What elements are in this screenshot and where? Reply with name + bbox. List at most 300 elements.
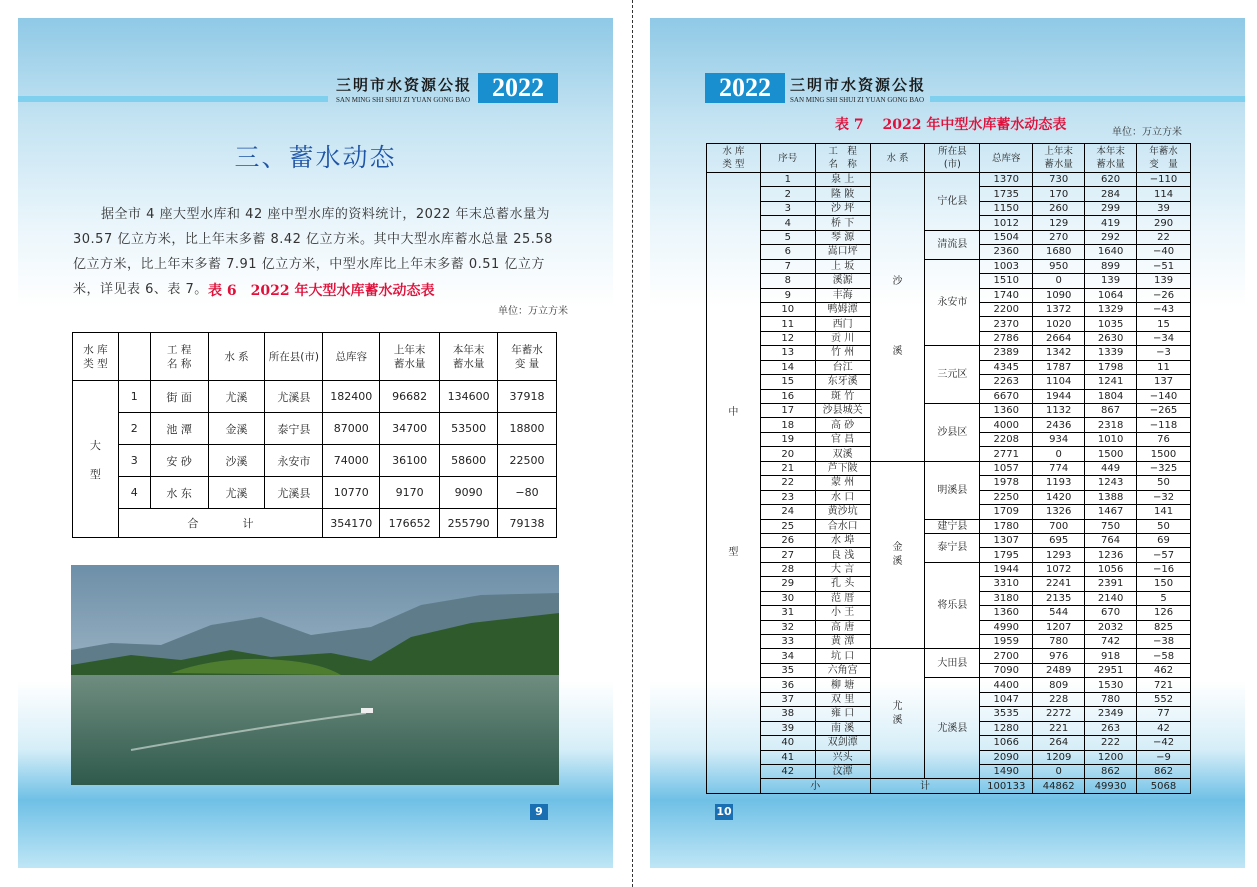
table-cell: 1640 (1085, 245, 1137, 259)
table-row (707, 649, 1191, 663)
table-cell: −40 (1137, 245, 1191, 259)
table-row (73, 413, 557, 445)
table-cell: 825 (1137, 620, 1191, 634)
table-cell: 170 (1033, 187, 1085, 201)
name-cell: 范 厝 (815, 591, 870, 605)
table-cell: 1339 (1085, 346, 1137, 360)
table-cell: 1740 (980, 288, 1033, 302)
table-cell: 2630 (1085, 331, 1137, 345)
county-cell: 尤溪县 (925, 678, 980, 779)
total-cell: 79138 (498, 509, 557, 538)
table-cell: 862 (1137, 764, 1191, 778)
table-row (707, 562, 1191, 576)
table-cell: 1680 (1033, 245, 1085, 259)
seq-cell: 1 (760, 173, 815, 187)
table-cell: 141 (1137, 505, 1191, 519)
seq-cell: 6 (760, 245, 815, 259)
seq-cell: 37 (760, 692, 815, 706)
seq-cell: 10 (760, 302, 815, 316)
column-header: 总库容 (980, 144, 1033, 173)
table-cell: 1978 (980, 476, 1033, 490)
seq-cell: 14 (760, 360, 815, 374)
table-cell: −9 (1137, 750, 1191, 764)
name-cell: 琴 源 (815, 230, 870, 244)
name-cell: 水 埠 (815, 533, 870, 547)
table-cell: 1735 (980, 187, 1033, 201)
table-cell: 1959 (980, 635, 1033, 649)
table7-caption: 表 7 2022 年中型水库蓄水动态表 (835, 117, 1067, 133)
table-row (707, 461, 1191, 475)
table-cell: 1280 (980, 721, 1033, 735)
table-cell: 449 (1085, 461, 1137, 475)
table-cell: 3 (118, 445, 150, 477)
column-header: 水 库 类 型 (73, 333, 119, 381)
column-header: 本年末 蓄水量 (1085, 144, 1137, 173)
table-cell: 53500 (440, 413, 498, 445)
table-cell: 1293 (1033, 548, 1085, 562)
table-cell: 134600 (440, 381, 498, 413)
seq-cell: 40 (760, 736, 815, 750)
table-cell: −58 (1137, 649, 1191, 663)
table-cell: 5 (1137, 591, 1191, 605)
header-bar (930, 96, 1245, 102)
table-cell: 2135 (1033, 591, 1085, 605)
table-cell: −265 (1137, 404, 1191, 418)
seq-cell: 4 (760, 216, 815, 230)
table-cell: 264 (1033, 736, 1085, 750)
name-cell: 黄沙坑 (815, 505, 870, 519)
table-cell: 2208 (980, 432, 1033, 446)
table-cell: 39 (1137, 201, 1191, 215)
table-cell: 水 东 (150, 477, 208, 509)
table-row (707, 259, 1191, 273)
name-cell: 嵩口坪 (815, 245, 870, 259)
seq-cell: 24 (760, 505, 815, 519)
seq-cell: 22 (760, 476, 815, 490)
table-cell: 918 (1085, 649, 1137, 663)
total-cell: 255790 (440, 509, 498, 538)
seq-cell: 2 (760, 187, 815, 201)
table-cell: 1035 (1085, 317, 1137, 331)
table-cell: 2370 (980, 317, 1033, 331)
table6 (72, 332, 557, 538)
table-cell: 270 (1033, 230, 1085, 244)
table-cell: 139 (1085, 274, 1137, 288)
table-cell: 2 (118, 413, 150, 445)
seq-cell: 39 (760, 721, 815, 735)
table-cell: 96682 (380, 381, 440, 413)
table-cell: 862 (1085, 764, 1137, 778)
page-number: 10 (716, 805, 732, 818)
name-cell: 蒙 州 (815, 476, 870, 490)
table-row (707, 533, 1191, 547)
name-cell: 孔 头 (815, 577, 870, 591)
column-header: 工 程 名 称 (150, 333, 208, 381)
table-cell: −32 (1137, 490, 1191, 504)
table-cell: 1243 (1085, 476, 1137, 490)
table-cell: 260 (1033, 201, 1085, 215)
seq-cell: 16 (760, 389, 815, 403)
table-cell: 2436 (1033, 418, 1085, 432)
table-cell: 1057 (980, 461, 1033, 475)
table-cell: 1326 (1033, 505, 1085, 519)
table-cell: 9170 (380, 477, 440, 509)
table-cell: 3310 (980, 577, 1033, 591)
name-cell: 台江 (815, 360, 870, 374)
table-cell: 安 砂 (150, 445, 208, 477)
table-cell: 1209 (1033, 750, 1085, 764)
seq-cell: 11 (760, 317, 815, 331)
table-cell: −16 (1137, 562, 1191, 576)
table-cell: 1500 (1085, 447, 1137, 461)
seq-cell: 34 (760, 649, 815, 663)
table-cell: 222 (1085, 736, 1137, 750)
table-cell: −140 (1137, 389, 1191, 403)
table-cell: 1329 (1085, 302, 1137, 316)
table-cell: 1010 (1085, 432, 1137, 446)
table-cell: 4345 (980, 360, 1033, 374)
table-cell: 1370 (980, 173, 1033, 187)
name-cell: 丰海 (815, 288, 870, 302)
table-cell: 1064 (1085, 288, 1137, 302)
table-cell: 1104 (1033, 375, 1085, 389)
column-header: 水 系 (870, 144, 925, 173)
table-cell: 22500 (498, 445, 557, 477)
name-cell: 竹 州 (815, 346, 870, 360)
table-cell: 695 (1033, 533, 1085, 547)
total-label: 合 计 (118, 509, 322, 538)
name-cell: 雍 口 (815, 707, 870, 721)
table-cell: 2786 (980, 331, 1033, 345)
table-cell: 泰宁县 (265, 413, 323, 445)
table-cell: 1150 (980, 201, 1033, 215)
table-cell: 867 (1085, 404, 1137, 418)
name-cell: 沙县城关 (815, 404, 870, 418)
total-row (73, 509, 557, 538)
table-cell: 3180 (980, 591, 1033, 605)
table-cell: 1307 (980, 533, 1033, 547)
table-cell: 1500 (1137, 447, 1191, 461)
table-cell: 1132 (1033, 404, 1085, 418)
table-cell: 尤溪县 (265, 381, 323, 413)
name-cell: 东牙溪 (815, 375, 870, 389)
table-cell: 1510 (980, 274, 1033, 288)
subtotal-label: 小 (760, 779, 870, 793)
table-cell: 1207 (1033, 620, 1085, 634)
seq-cell: 36 (760, 678, 815, 692)
county-cell: 沙县区 (925, 404, 980, 462)
column-header: 年蓄水 变 量 (1137, 144, 1191, 173)
name-cell: 贡 川 (815, 331, 870, 345)
table-cell: 2140 (1085, 591, 1137, 605)
table-cell: 2489 (1033, 663, 1085, 677)
seq-cell: 23 (760, 490, 815, 504)
column-header: 上年末 蓄水量 (380, 333, 440, 381)
table-cell: 11 (1137, 360, 1191, 374)
table-cell: 10770 (323, 477, 380, 509)
table-cell: 1787 (1033, 360, 1085, 374)
table-cell: 1342 (1033, 346, 1085, 360)
seq-cell: 25 (760, 519, 815, 533)
table-cell: 0 (1033, 447, 1085, 461)
seq-cell: 9 (760, 288, 815, 302)
table-cell: 2349 (1085, 707, 1137, 721)
water-system-cell: 沙 溪 (870, 173, 925, 462)
table-cell: 2951 (1085, 663, 1137, 677)
name-cell: 沙 坪 (815, 201, 870, 215)
table-cell: −3 (1137, 346, 1191, 360)
seq-cell: 29 (760, 577, 815, 591)
table-cell: 18800 (498, 413, 557, 445)
table-cell: 290 (1137, 216, 1191, 230)
table-cell: 1360 (980, 404, 1033, 418)
table-cell: 419 (1085, 216, 1137, 230)
table-cell: 77 (1137, 707, 1191, 721)
seq-cell: 21 (760, 461, 815, 475)
table-cell: 1944 (980, 562, 1033, 576)
table-row (707, 346, 1191, 360)
table-cell: 0 (1033, 764, 1085, 778)
table-cell: 950 (1033, 259, 1085, 273)
table-cell: 76 (1137, 432, 1191, 446)
header-title: 三明市水资源公报 (336, 76, 473, 94)
table-cell: 299 (1085, 201, 1137, 215)
table-cell: 1047 (980, 692, 1033, 706)
page-10 (650, 18, 1245, 868)
seq-cell: 12 (760, 331, 815, 345)
column-header: 本年末 蓄水量 (440, 333, 498, 381)
county-cell: 永安市 (925, 259, 980, 346)
table-cell: 87000 (323, 413, 380, 445)
table-cell: 721 (1137, 678, 1191, 692)
seq-cell: 17 (760, 404, 815, 418)
table6-caption: 表 6 2022 年大型水库蓄水动态表 (208, 283, 435, 299)
table-cell: 1236 (1085, 548, 1137, 562)
column-header: 序号 (760, 144, 815, 173)
table-cell: 2700 (980, 649, 1033, 663)
table-cell: 976 (1033, 649, 1085, 663)
seq-cell: 20 (760, 447, 815, 461)
table-cell: 1372 (1033, 302, 1085, 316)
table-cell: 899 (1085, 259, 1137, 273)
table-cell: 1090 (1033, 288, 1085, 302)
seq-cell: 41 (760, 750, 815, 764)
column-header (118, 333, 150, 381)
table-cell: 221 (1033, 721, 1085, 735)
type-cell: 大 型 (73, 381, 119, 538)
table-cell: 1056 (1085, 562, 1137, 576)
table-cell: 1467 (1085, 505, 1137, 519)
table-cell: 4400 (980, 678, 1033, 692)
table-cell: 1066 (980, 736, 1033, 750)
reservoir-photo (71, 565, 559, 785)
table-cell: 1072 (1033, 562, 1085, 576)
table-cell: 284 (1085, 187, 1137, 201)
table-row (73, 477, 557, 509)
name-cell: 六角宫 (815, 663, 870, 677)
table-cell: 780 (1033, 635, 1085, 649)
header-subtitle: SAN MING SHI SHUI ZI YUAN GONG BAO (336, 96, 471, 104)
table-cell: −43 (1137, 302, 1191, 316)
table-cell: 809 (1033, 678, 1085, 692)
year-logo: 2022 (478, 73, 558, 103)
table-cell: 1798 (1085, 360, 1137, 374)
table-cell: 2391 (1085, 577, 1137, 591)
name-cell: 高 唐 (815, 620, 870, 634)
table-cell: 750 (1085, 519, 1137, 533)
seq-cell: 5 (760, 230, 815, 244)
column-header: 年蓄水 变 量 (498, 333, 557, 381)
table-cell: 50 (1137, 519, 1191, 533)
water-system-cell: 金 溪 (870, 461, 925, 649)
table-cell: 1020 (1033, 317, 1085, 331)
table-cell: 774 (1033, 461, 1085, 475)
name-cell: 隆 陂 (815, 187, 870, 201)
table-cell: −118 (1137, 418, 1191, 432)
name-cell: 双剑潭 (815, 736, 870, 750)
name-cell: 官 昌 (815, 432, 870, 446)
type-cell: 中 型 (707, 173, 761, 794)
total-cell: 354170 (323, 509, 380, 538)
table-cell: 670 (1085, 606, 1137, 620)
table-cell: 1360 (980, 606, 1033, 620)
name-cell: 坑 口 (815, 649, 870, 663)
table-cell: −110 (1137, 173, 1191, 187)
table-row (73, 381, 557, 413)
table-row (707, 678, 1191, 692)
table-cell: −42 (1137, 736, 1191, 750)
name-cell: 大 言 (815, 562, 870, 576)
table-cell: 1490 (980, 764, 1033, 778)
table-cell: 0 (1033, 274, 1085, 288)
name-cell: 小 王 (815, 606, 870, 620)
name-cell: 良 浅 (815, 548, 870, 562)
seq-cell: 26 (760, 533, 815, 547)
name-cell: 汶潭 (815, 764, 870, 778)
table-cell: 2360 (980, 245, 1033, 259)
page-divider (632, 0, 633, 887)
table-cell: 2272 (1033, 707, 1085, 721)
table-cell: −57 (1137, 548, 1191, 562)
name-cell: 斑 竹 (815, 389, 870, 403)
name-cell: 泉 上 (815, 173, 870, 187)
table-cell: −80 (498, 477, 557, 509)
table-cell: −34 (1137, 331, 1191, 345)
seq-cell: 30 (760, 591, 815, 605)
table-cell: 9090 (440, 477, 498, 509)
table-cell: 4990 (980, 620, 1033, 634)
table-cell: −325 (1137, 461, 1191, 475)
total-cell: 176652 (380, 509, 440, 538)
year-logo: 2022 (705, 73, 785, 103)
table-cell: 街 面 (150, 381, 208, 413)
table-cell: 1193 (1033, 476, 1085, 490)
subtotal-cell: 44862 (1033, 779, 1085, 793)
county-cell: 明溪县 (925, 461, 980, 519)
header-bar (18, 96, 328, 102)
table-cell: 137 (1137, 375, 1191, 389)
seq-cell: 3 (760, 201, 815, 215)
table-cell: 34700 (380, 413, 440, 445)
page-number: 9 (530, 804, 548, 820)
seq-cell: 35 (760, 663, 815, 677)
table-cell: 700 (1033, 519, 1085, 533)
seq-cell: 42 (760, 764, 815, 778)
column-header: 总库容 (323, 333, 380, 381)
table-cell: 58600 (440, 445, 498, 477)
water-system-cell: 尤 溪 (870, 649, 925, 779)
table-cell: 74000 (323, 445, 380, 477)
name-cell: 西门 (815, 317, 870, 331)
table-row (707, 230, 1191, 244)
table-cell: 永安市 (265, 445, 323, 477)
table-row (707, 519, 1191, 533)
table-cell: 2250 (980, 490, 1033, 504)
paragraph: 据全市 4 座大型水库和 42 座中型水库的资料统计，2022 年末总蓄水量为 30.57 亿立方米，比上年末多蓄 8.42 亿立方米。其中大型水库蓄水总量 25.58 亿立方米，比上年末多蓄 7.91 亿立方米，中型水库比上年末多蓄 0.51 亿立方米，详见表 6、表 7。 (73, 207, 553, 297)
table-cell: 池 潭 (150, 413, 208, 445)
table-cell: 544 (1033, 606, 1085, 620)
table-cell: 尤溪 (208, 381, 265, 413)
seq-cell: 7 (760, 259, 815, 273)
table-row (707, 173, 1191, 187)
seq-cell: 38 (760, 707, 815, 721)
table-cell: 620 (1085, 173, 1137, 187)
table-cell: 150 (1137, 577, 1191, 591)
header-title: 三明市水资源公报 (790, 76, 927, 94)
table-cell: −26 (1137, 288, 1191, 302)
seq-cell: 33 (760, 635, 815, 649)
name-cell: 水 口 (815, 490, 870, 504)
table-cell: 2263 (980, 375, 1033, 389)
table-cell: 1012 (980, 216, 1033, 230)
name-cell: 桥 下 (815, 216, 870, 230)
table-cell: 462 (1137, 663, 1191, 677)
name-cell: 溪源 (815, 274, 870, 288)
subtotal-cell: 100133 (980, 779, 1033, 793)
name-cell: 南 溪 (815, 721, 870, 735)
seq-cell: 13 (760, 346, 815, 360)
header-subtitle: SAN MING SHI SHUI ZI YUAN GONG BAO (790, 96, 925, 104)
subtotal-label: 计 (870, 779, 980, 793)
column-header: 所在县(市) (265, 333, 323, 381)
table-cell: 139 (1137, 274, 1191, 288)
table7 (706, 143, 1191, 794)
table-cell: 730 (1033, 173, 1085, 187)
name-cell: 柳 塘 (815, 678, 870, 692)
county-cell: 泰宁县 (925, 533, 980, 562)
subtotal-cell: 49930 (1085, 779, 1137, 793)
table-cell: 552 (1137, 692, 1191, 706)
name-cell: 芦下陂 (815, 461, 870, 475)
table-header (73, 333, 557, 381)
table-cell: −38 (1137, 635, 1191, 649)
table-cell: 沙溪 (208, 445, 265, 477)
column-header: 工 程 名 称 (815, 144, 870, 173)
table-cell: 114 (1137, 187, 1191, 201)
seq-cell: 28 (760, 562, 815, 576)
table-cell: 4000 (980, 418, 1033, 432)
table-cell: −51 (1137, 259, 1191, 273)
table-cell: 1944 (1033, 389, 1085, 403)
column-header: 上年末 蓄水量 (1033, 144, 1085, 173)
table-cell: 1388 (1085, 490, 1137, 504)
table-cell: 1420 (1033, 490, 1085, 504)
name-cell: 双 里 (815, 692, 870, 706)
table-cell: 37918 (498, 381, 557, 413)
table-cell: 1709 (980, 505, 1033, 519)
name-cell: 合水口 (815, 519, 870, 533)
section-title: 三、蓄水动态 (234, 143, 397, 172)
